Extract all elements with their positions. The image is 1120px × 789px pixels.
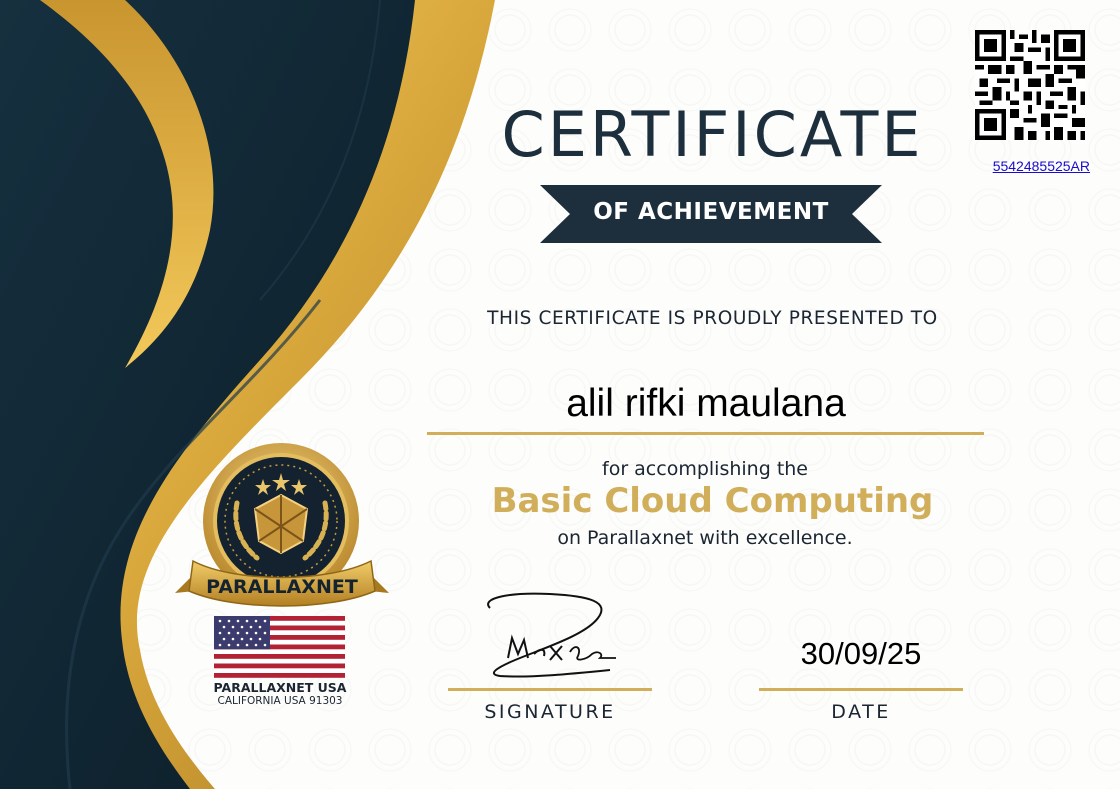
- signature-drawing: [470, 588, 630, 684]
- certificate-title: CERTIFICATE: [501, 98, 924, 171]
- signature-line: [448, 688, 652, 691]
- qr-code-icon[interactable]: [975, 30, 1085, 140]
- certificate-subtitle: OF ACHIEVEMENT: [593, 199, 829, 225]
- accomplishing-text: for accomplishing the: [602, 458, 808, 480]
- recipient-name: alil rifki maulana: [566, 382, 846, 425]
- certificate-id-link[interactable]: 5542485525AR: [992, 158, 1090, 174]
- date-line: [759, 688, 963, 691]
- date-value: 30/09/25: [800, 636, 922, 671]
- recipient-underline: [427, 432, 984, 435]
- platform-text: on Parallaxnet with excellence.: [557, 527, 853, 549]
- course-name: Basic Cloud Computing: [491, 481, 934, 521]
- signature-caption: SIGNATURE: [484, 701, 616, 723]
- us-flag-icon: [214, 616, 345, 678]
- presented-to-text: THIS CERTIFICATE IS PROUDLY PRESENTED TO: [487, 308, 938, 329]
- date-caption: DATE: [831, 701, 891, 723]
- seal-banner-text: PARALLAXNET: [206, 576, 358, 598]
- parallaxnet-seal: [175, 443, 389, 613]
- issuer-address: CALIFORNIA USA 91303: [217, 695, 343, 707]
- issuer-name: PARALLAXNET USA: [213, 680, 347, 695]
